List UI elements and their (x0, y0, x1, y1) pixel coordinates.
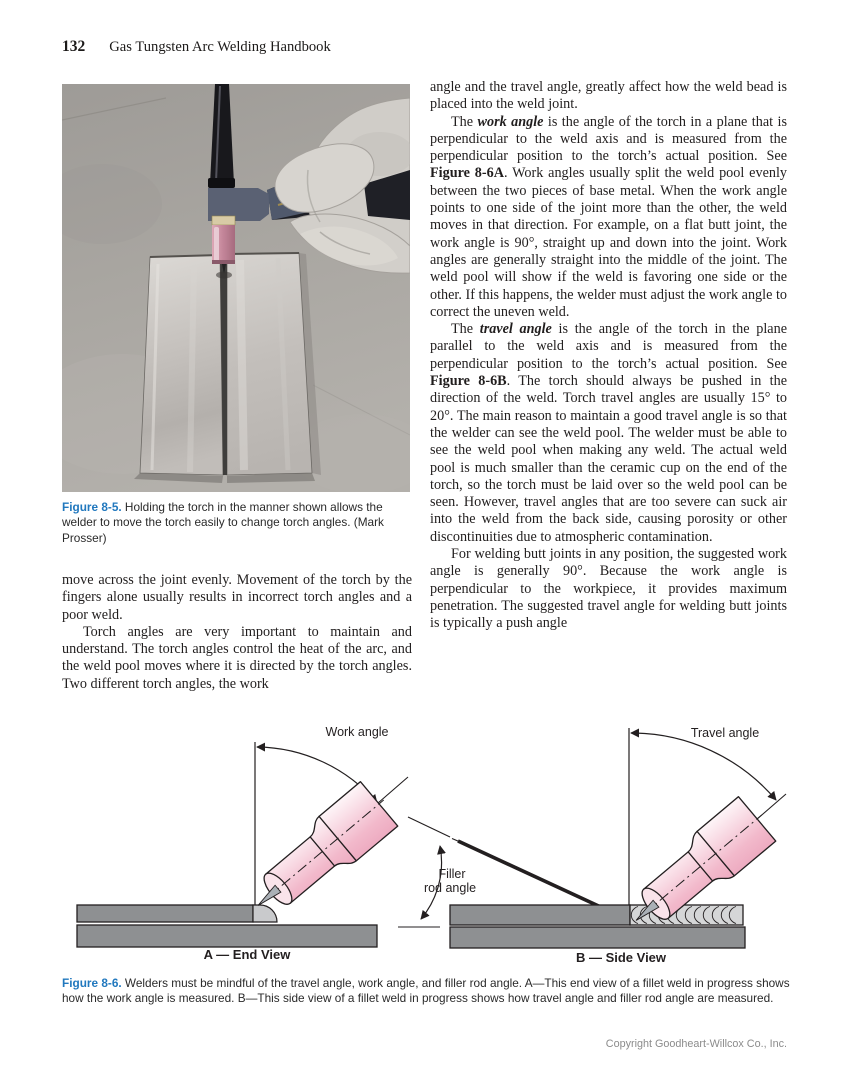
paragraph (430, 114, 787, 322)
travel-angle-arc (631, 733, 776, 800)
figure-8-5-photo (62, 84, 410, 492)
filler-rod-angle-label-line2: rod angle (423, 881, 477, 895)
plate-reflection (190, 262, 194, 472)
filler-rod-angle-label-line1: Filler (438, 867, 466, 881)
fillet-weld-bead (253, 905, 277, 922)
figure-8-6-caption (62, 976, 790, 1007)
figure-8-5-caption (62, 500, 420, 546)
plate-reflection (240, 260, 244, 470)
paragraph (430, 321, 787, 546)
plate-edge (227, 253, 299, 254)
copyright-notice: Copyright Goodheart-Willcox Co., Inc. (605, 1038, 787, 1050)
diagram-a-end-view (77, 725, 408, 962)
paragraph-text: is the angle of the torch in a plane that is perpendicular to the weld axis and is measured from the perpendicular position to the torch’s actual position. See (430, 113, 787, 165)
lower-plate (450, 927, 745, 948)
cup-highlight (214, 227, 219, 262)
paragraph-text: angle and the travel angle, greatly affect how the weld bead is placed into the weld joint. (430, 79, 787, 113)
book-title: Gas Tungsten Arc Welding Handbook (109, 39, 331, 55)
page-number: 132 (62, 38, 86, 55)
torch-angles-diagram (60, 718, 790, 968)
paragraph-text: The (451, 113, 478, 130)
paragraph-text: Torch angles are very important to maintain and understand. The torch angles control the heat of the arc, and the weld pool moves where it is directed by the torch angles. Two different torch angles, the work (62, 623, 412, 692)
torch-collar (208, 178, 235, 188)
lower-plate (77, 925, 377, 947)
cup-rim (212, 260, 235, 264)
figure-reference: Figure 8-6A (430, 165, 504, 182)
paragraph-text: . Work angles usually split the weld pool evenly between the two pieces of base metal. When the work angle points to one side of the joint more than the other, the weld moves in that direction. For example, on a flat butt joint, the work angle is 90°, straight up and down into the joint. Work angles are generally straight into the middle of the joint. The weld pool will show if the weld is favoring one side or the other. If this happens, the welder must adjust the work angle to correct the uneven weld. (430, 165, 788, 320)
figure-8-6-caption-text: Welders must be mindful of the travel angle, work angle, and filler rod angle. A—This end view of a fillet weld in progress shows how the work angle is measured. B—This side view of a fillet weld in progress shows how travel angle and filler rod angle are measured. (62, 976, 790, 1006)
upper-plate (450, 905, 630, 925)
left-column-text (62, 572, 412, 693)
electrode-shadow (216, 272, 232, 279)
paragraph (62, 624, 412, 693)
figure-8-6-label: Figure 8-6. (62, 976, 122, 990)
key-term-work-angle: work angle (477, 113, 544, 130)
page-header (62, 38, 331, 56)
torch-brass-ring (212, 216, 235, 225)
work-angle-label: Work angle (325, 725, 389, 739)
filler-rod-axis-dash (452, 839, 459, 842)
filler-rod-axis-line (408, 817, 450, 837)
paragraph-text: is the angle of the torch in the plane parallel to the weld axis and is measured from the perpendicular position to the torch’s actual position. See (430, 321, 787, 372)
paragraph (62, 572, 412, 624)
view-b-label: B — Side View (575, 950, 667, 965)
figure-8-5-label: Figure 8-5. (62, 500, 122, 514)
upper-plate (77, 905, 253, 922)
figure-8-6-diagram (60, 718, 790, 968)
paragraph-text: move across the joint evenly. Movement of the torch by the fingers alone usually results in incorrect torch angles and a poor weld. (62, 572, 412, 623)
key-term-travel-angle: travel angle (479, 321, 552, 338)
welding-photo-illustration (62, 84, 410, 492)
paragraph (430, 546, 787, 632)
figure-8-5-caption-text: Holding the torch in the manner shown allows the welder to move the torch easily to change torch angles. (Mark Prosser) (62, 500, 384, 545)
figure-reference: Figure 8-6B (430, 373, 507, 390)
view-a-label: A — End View (203, 947, 291, 962)
paragraph-text: For welding butt joints in any position, the suggested work angle is generally 90°. Because the work angle is perpendicular to the workpiece, it provides maximum penetration. The suggested travel angle for welding butt joints is typically a push angle (430, 546, 787, 632)
paragraph-text: The (451, 321, 480, 338)
diagram-b-side-view (398, 726, 786, 965)
right-column-text (430, 79, 787, 633)
paragraph-text: . The torch should always be pushed in the direction of the weld. Torch travel angles are usually 15° to 20°. The main reason to maintain a good travel angle is so that the welder can see the weld pool. The welder must be able to see the weld pool when making any weld. The actual weld pool is much smaller than the ceramic cup on the end of the torch, so the torch must be laid over so the weld pool can be seen. However, travel angles that are too severe can suck air into the weld from the back side, causing porosity or other discontinuities due to atmospheric contamination. (430, 373, 787, 545)
paragraph (430, 79, 787, 114)
travel-angle-label: Travel angle (690, 726, 760, 740)
